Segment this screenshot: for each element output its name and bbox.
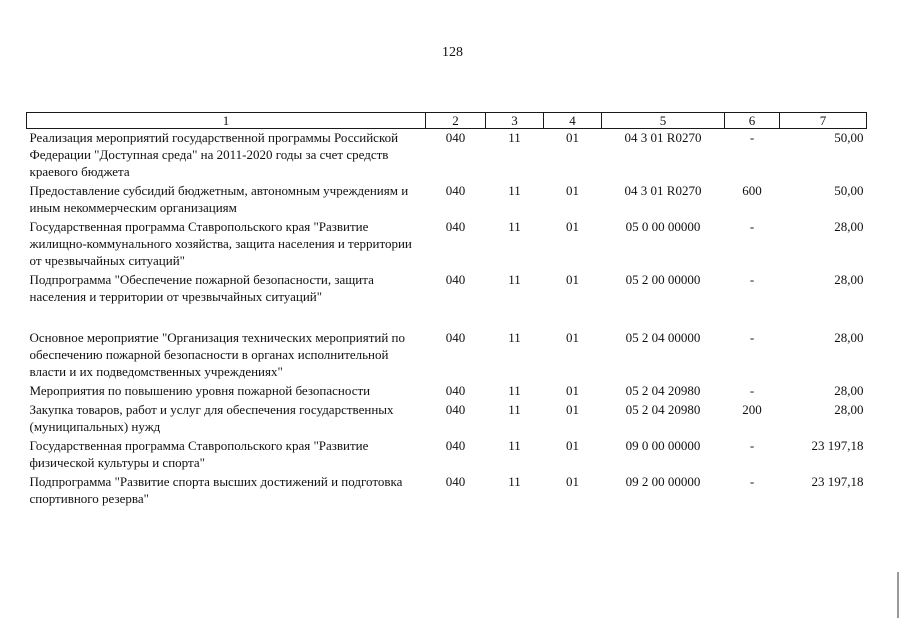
table-row <box>27 437 867 473</box>
cell-subsection: 01 <box>566 383 579 398</box>
column-header-4: 4 <box>544 113 602 129</box>
cell-subsection: 01 <box>566 130 579 145</box>
row-name: Подпрограмма "Обеспечение пожарной безопасности, защита населения и территории от чрезвычайных ситуаций" <box>29 272 374 304</box>
cell-section: 11 <box>508 330 521 345</box>
cell-amount: 28,00 <box>834 330 864 345</box>
cell-amount: 28,00 <box>834 272 864 287</box>
table-row <box>27 182 867 218</box>
cell-amount: 50,00 <box>834 130 864 145</box>
table-row <box>27 473 867 509</box>
table-row <box>27 401 867 437</box>
cell-ministry-code: 040 <box>445 330 466 345</box>
cell-amount: 23 197,18 <box>811 438 864 453</box>
cell-ministry-code: 040 <box>445 474 466 489</box>
cell-expense-type: - <box>749 219 755 234</box>
column-header-7: 7 <box>780 113 867 129</box>
cell-ministry-code: 040 <box>445 383 466 398</box>
cell-section: 11 <box>508 438 521 453</box>
cell-target-article: 04 3 01 R0270 <box>624 130 702 145</box>
row-name: Основное мероприятие "Организация технических мероприятий по обеспечению пожарной безопасности в органах исполнительной власти и их подведомственных учреждениях" <box>29 330 406 379</box>
row-name: Государственная программа Ставропольского края "Развитие жилищно-коммунального хозяйства, защита населения и территории от чрезвычайных ситуаций" <box>29 219 412 268</box>
scan-edge-mark <box>897 572 899 618</box>
cell-expense-type: 600 <box>742 183 762 198</box>
table-row <box>27 329 867 382</box>
cell-target-article: 05 2 04 20980 <box>625 383 701 398</box>
cell-subsection: 01 <box>566 438 579 453</box>
cell-expense-type: - <box>749 330 755 345</box>
cell-ministry-code: 040 <box>445 130 466 145</box>
column-header-2: 2 <box>426 113 486 129</box>
table-row <box>27 129 867 183</box>
cell-amount: 50,00 <box>834 183 864 198</box>
table-row <box>27 271 867 329</box>
cell-section: 11 <box>508 402 521 417</box>
page-number: 128 <box>442 45 463 60</box>
cell-subsection: 01 <box>566 272 579 287</box>
cell-amount: 28,00 <box>834 402 864 417</box>
cell-section: 11 <box>508 183 521 198</box>
cell-section: 11 <box>508 383 521 398</box>
column-header-5: 5 <box>602 113 725 129</box>
cell-subsection: 01 <box>566 219 579 234</box>
cell-subsection: 01 <box>566 474 579 489</box>
cell-subsection: 01 <box>566 183 579 198</box>
cell-amount: 28,00 <box>834 383 864 398</box>
cell-ministry-code: 040 <box>445 272 466 287</box>
cell-target-article: 04 3 01 R0270 <box>624 183 702 198</box>
cell-expense-type: 200 <box>742 402 762 417</box>
cell-section: 11 <box>508 130 521 145</box>
cell-subsection: 01 <box>566 330 579 345</box>
cell-subsection: 01 <box>566 402 579 417</box>
cell-ministry-code: 040 <box>445 402 466 417</box>
cell-target-article: 05 2 04 00000 <box>625 330 701 345</box>
cell-target-article: 05 2 04 20980 <box>625 402 701 417</box>
cell-expense-type: - <box>749 130 755 145</box>
cell-target-article: 05 2 00 00000 <box>625 272 701 287</box>
column-header-6: 6 <box>725 113 780 129</box>
cell-target-article: 09 0 00 00000 <box>625 438 701 453</box>
table-row <box>27 382 867 401</box>
cell-amount: 28,00 <box>834 219 864 234</box>
table-row <box>27 218 867 271</box>
row-name: Предоставление субсидий бюджетным, автономным учреждениям и иным некоммерческим организациям <box>29 183 409 215</box>
cell-expense-type: - <box>749 272 755 287</box>
cell-section: 11 <box>508 272 521 287</box>
cell-ministry-code: 040 <box>445 438 466 453</box>
row-name: Закупка товаров, работ и услуг для обеспечения государственных (муниципальных) нужд <box>29 402 394 434</box>
cell-expense-type: - <box>749 474 755 489</box>
cell-target-article: 05 0 00 00000 <box>625 219 701 234</box>
cell-expense-type: - <box>749 383 755 398</box>
header-row <box>27 113 867 129</box>
cell-ministry-code: 040 <box>445 183 466 198</box>
cell-expense-type: - <box>749 438 755 453</box>
row-name: Государственная программа Ставропольского края "Развитие физической культуры и спорта" <box>29 438 369 470</box>
cell-section: 11 <box>508 474 521 489</box>
column-header-3: 3 <box>486 113 544 129</box>
row-name: Мероприятия по повышению уровня пожарной безопасности <box>29 383 371 398</box>
budget-table <box>26 112 867 509</box>
cell-ministry-code: 040 <box>445 219 466 234</box>
row-name: Реализация мероприятий государственной программы Российской Федерации "Доступная среда" на 2011-2020 годы за счет средств краевого бюджета <box>29 130 399 179</box>
cell-target-article: 09 2 00 00000 <box>625 474 701 489</box>
row-name: Подпрограмма "Развитие спорта высших достижений и подготовка спортивного резерва" <box>29 474 403 506</box>
column-header-1: 1 <box>27 113 426 129</box>
cell-section: 11 <box>508 219 521 234</box>
cell-amount: 23 197,18 <box>811 474 864 489</box>
